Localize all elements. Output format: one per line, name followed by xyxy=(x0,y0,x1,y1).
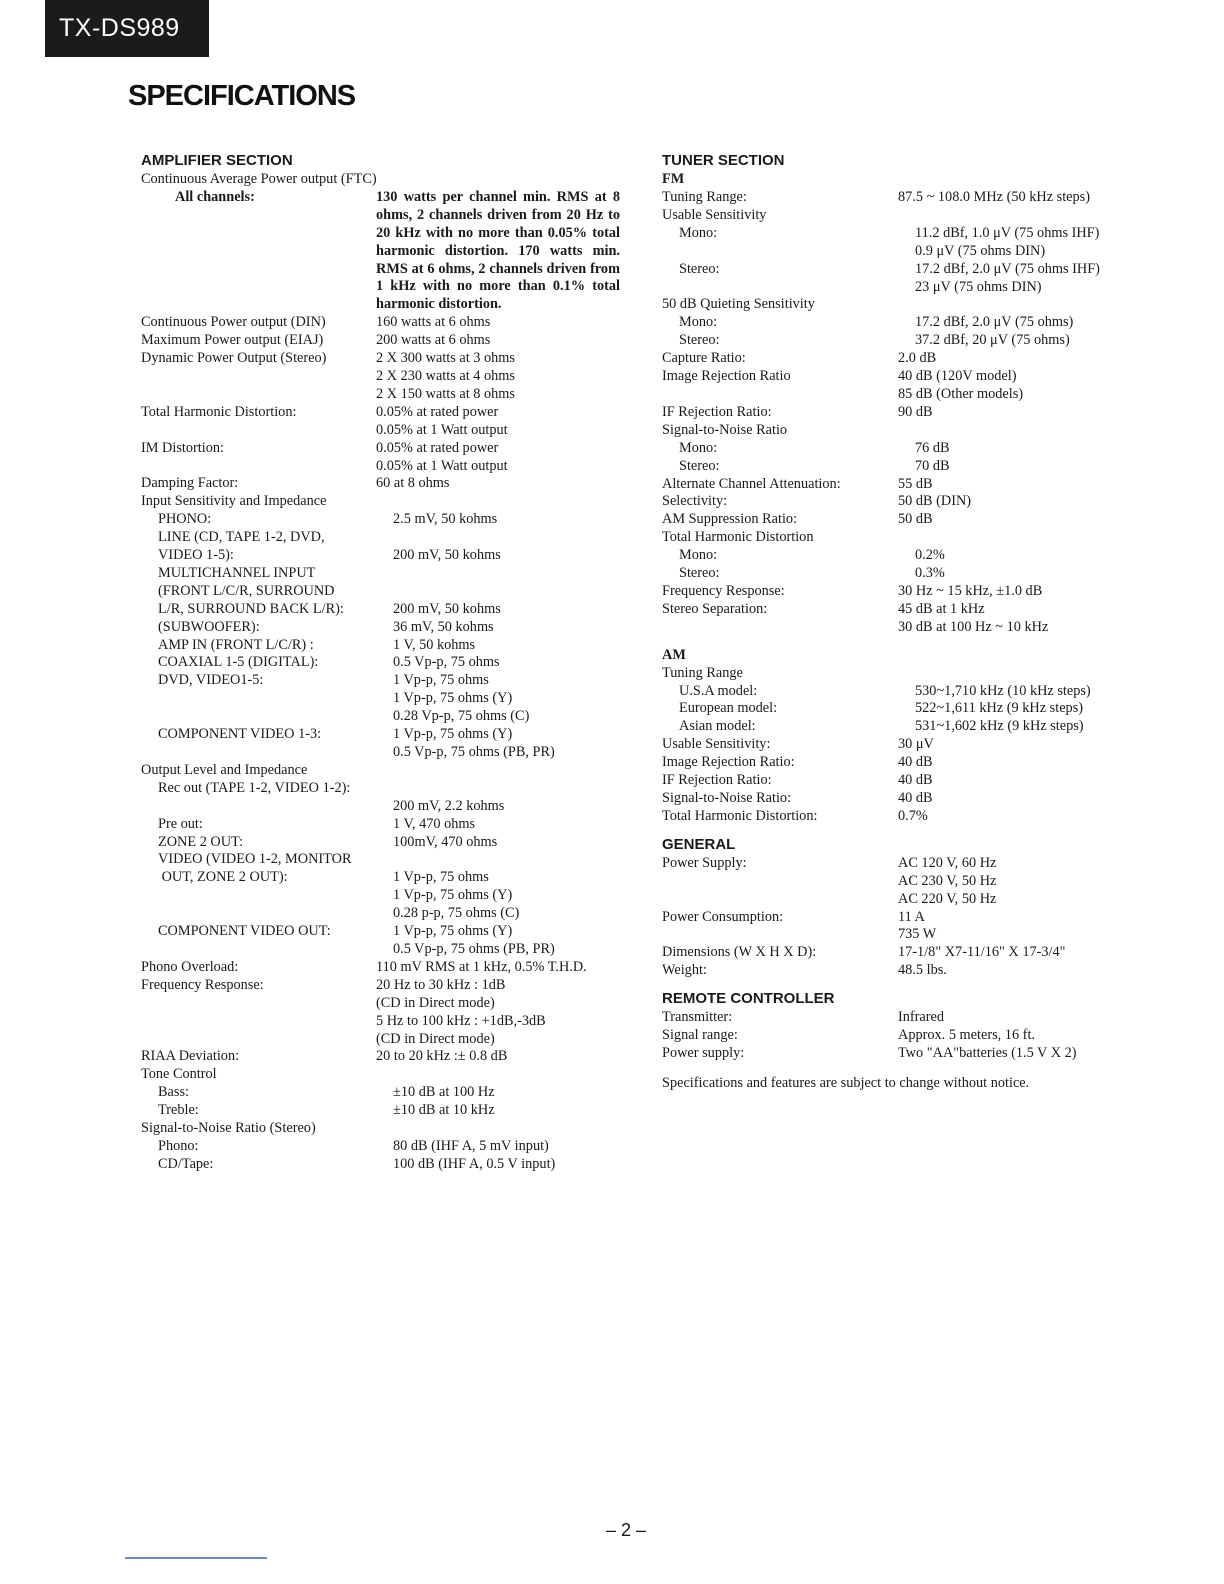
spec-row xyxy=(662,547,1162,565)
spec-label: 50 dB Quieting Sensitivity xyxy=(662,296,815,313)
input-sensitivity-label: Input Sensitivity and Impedance xyxy=(141,493,327,510)
spec-label: CD/Tape: xyxy=(158,1155,214,1172)
spec-value: 30 Hz ~ 15 kHz, ±1.0 dB xyxy=(898,582,1043,599)
spec-row xyxy=(662,225,1162,261)
spec-label: Frequency Response: xyxy=(662,582,785,599)
spec-label: Phono Overload: xyxy=(141,958,239,975)
spec-label: LINE (CD, TAPE 1-2, DVD, VIDEO 1-5): xyxy=(158,529,325,564)
spec-row xyxy=(662,808,1162,826)
spec-label: Stereo: xyxy=(679,260,720,277)
spec-value: 50 dB (DIN) xyxy=(898,493,972,510)
spec-label: Tuning Range: xyxy=(662,189,747,205)
spec-value: 40 dB xyxy=(898,754,933,771)
spec-label: DVD, VIDEO1-5: xyxy=(158,672,264,689)
spec-label: Selectivity: xyxy=(662,493,728,510)
spec-row xyxy=(662,1045,1162,1063)
spec-label: Mono: xyxy=(679,439,718,456)
spec-row xyxy=(141,529,631,565)
spec-row xyxy=(141,851,631,923)
spec-value: 0.05% at rated power 0.05% at 1 Watt output xyxy=(376,403,508,438)
tone-rows xyxy=(141,1084,631,1120)
spec-row xyxy=(662,565,1162,583)
spec-row xyxy=(662,962,1162,980)
spec-label: Stereo Separation: xyxy=(662,600,768,617)
spec-row xyxy=(662,790,1162,808)
spec-label xyxy=(141,798,393,816)
spec-value: 0.7% xyxy=(898,807,928,824)
spec-label: Pre out: xyxy=(158,815,203,832)
spec-label: Phono: xyxy=(158,1137,199,1154)
spec-row xyxy=(662,189,1162,207)
spec-value: 20 Hz to 30 kHz : 1dB (CD in Direct mode) 5 Hz to 100 kHz : +1dB,-3dB (CD in Direct mode) xyxy=(376,976,546,1047)
spec-label: Mono: xyxy=(679,314,718,331)
spec-row xyxy=(141,1084,631,1102)
spec-value: 17.2 dBf, 2.0 μV (75 ohms IHF) 23 μV (75 ohms DIN) xyxy=(915,260,1100,295)
spec-label: Signal-to-Noise Ratio xyxy=(662,421,788,438)
spec-value: 36 mV, 50 kohms xyxy=(393,618,494,635)
all-channels-value: 130 watts per channel min. RMS at 8 ohms, 2 channels driven from 20 Hz to 20 kHz with no more than 0.05% total harmonic distortion. 170 watts min. RMS at 6 ohms, 2 channels driven from 1 kHz with no more than 0.1% total harmonic distortion. xyxy=(376,188,620,313)
spec-label: Weight: xyxy=(662,962,707,979)
spec-value: 40 dB xyxy=(898,772,933,789)
spec-value: 55 dB xyxy=(898,475,933,492)
fm-label: FM xyxy=(662,171,685,187)
spec-row xyxy=(141,959,631,977)
spec-row xyxy=(141,619,631,637)
spec-label: Total Harmonic Distortion xyxy=(662,529,814,546)
spec-label: Damping Factor: xyxy=(141,475,239,492)
amp-rows-b xyxy=(141,959,631,1066)
spec-row xyxy=(662,1009,1162,1027)
spec-value: 110 mV RMS at 1 kHz, 0.5% T.H.D. xyxy=(376,958,587,975)
spec-label: Asian model: xyxy=(679,718,756,735)
footer-divider xyxy=(125,1557,267,1559)
spec-label: Treble: xyxy=(158,1102,199,1119)
tuner-heading: TUNER SECTION xyxy=(662,152,785,169)
spec-row xyxy=(662,944,1162,962)
spec-row xyxy=(141,1156,631,1174)
spec-label: IF Rejection Ratio: xyxy=(662,772,772,789)
spec-row xyxy=(141,726,631,762)
spec-label: AMP IN (FRONT L/C/R) : xyxy=(158,636,314,653)
spec-value: Approx. 5 meters, 16 ft. xyxy=(898,1027,1035,1044)
spec-row xyxy=(662,350,1162,368)
spec-label: Image Rejection Ratio xyxy=(662,368,791,385)
spec-row xyxy=(141,1102,631,1120)
spec-value: 1 Vp-p, 75 ohms (Y) 0.5 Vp-p, 75 ohms (PB, PR) xyxy=(393,923,555,957)
spec-label: MULTICHANNEL INPUT (FRONT L/C/R, SURROUND L/R, SURROUND BACK L/R): xyxy=(158,564,344,617)
spec-value: 1 Vp-p, 75 ohms 1 Vp-p, 75 ohms (Y) 0.28 p-p, 75 ohms (C) xyxy=(393,869,520,922)
model-tag: TX-DS989 xyxy=(45,0,209,57)
spec-value: 60 at 8 ohms xyxy=(376,475,450,492)
spec-value: AC 120 V, 60 Hz AC 230 V, 50 Hz AC 220 V, 50 Hz xyxy=(898,854,997,907)
spec-label: Bass: xyxy=(158,1084,189,1101)
spec-row xyxy=(662,404,1162,422)
spec-row xyxy=(141,332,631,350)
spec-value: 100 dB (IHF A, 0.5 V input) xyxy=(393,1155,556,1172)
spec-label: AM Suppression Ratio: xyxy=(662,511,798,528)
spec-value: ±10 dB at 100 Hz xyxy=(393,1084,495,1101)
page-number: – 2 – xyxy=(606,1520,647,1540)
spec-label: Dynamic Power Output (Stereo) xyxy=(141,350,327,367)
amplifier-heading: AMPLIFIER SECTION xyxy=(141,152,293,169)
spec-row xyxy=(141,565,631,619)
spec-label: Stereo: xyxy=(679,457,720,474)
spec-row xyxy=(141,834,631,852)
spec-row xyxy=(662,855,1162,909)
spec-value: 200 watts at 6 ohms xyxy=(376,332,491,349)
spec-label: Signal range: xyxy=(662,1027,738,1044)
output-level-label: Output Level and Impedance xyxy=(141,761,308,778)
spec-label: Capture Ratio: xyxy=(662,350,746,367)
spec-row xyxy=(662,314,1162,332)
spec-value: Infrared xyxy=(898,1009,945,1026)
general-heading: GENERAL xyxy=(662,835,736,853)
input-rows xyxy=(141,511,631,762)
spec-row xyxy=(662,1027,1162,1045)
spec-row xyxy=(662,511,1162,529)
spec-label: (SUBWOOFER): xyxy=(158,618,260,635)
spec-row xyxy=(141,350,631,404)
spec-label: VIDEO (VIDEO 1-2, MONITOR OUT, ZONE 2 OUT): xyxy=(158,851,352,886)
fm-rows xyxy=(662,189,1162,637)
spec-value: 50 dB xyxy=(898,511,933,528)
tuner-section xyxy=(662,150,1162,1093)
spec-value: ±10 dB at 10 kHz xyxy=(393,1102,495,1119)
amplifier-section xyxy=(141,150,631,1174)
spec-row xyxy=(141,654,631,672)
spec-label: Usable Sensitivity xyxy=(662,206,767,223)
ftc-label: Continuous Average Power output (FTC) xyxy=(141,171,377,187)
spec-row xyxy=(141,798,631,816)
spec-row xyxy=(662,296,1162,314)
spec-value: 200 mV, 50 kohms xyxy=(393,547,501,564)
spec-label: Continuous Power output (DIN) xyxy=(141,314,326,331)
spec-label: Alternate Channel Attenuation: xyxy=(662,475,841,492)
spec-row xyxy=(662,493,1162,511)
spec-row xyxy=(141,1048,631,1066)
spec-label: Total Harmonic Distortion: xyxy=(662,807,818,824)
spec-row xyxy=(662,700,1162,718)
spec-row xyxy=(662,422,1162,440)
spec-row xyxy=(141,475,631,493)
spec-row xyxy=(141,923,631,959)
spec-value: 11 A 735 W xyxy=(898,908,937,943)
tone-control-label: Tone Control xyxy=(141,1066,217,1083)
spec-row xyxy=(662,718,1162,736)
spec-value: 0.2% xyxy=(915,547,945,564)
spec-label: Image Rejection Ratio: xyxy=(662,754,795,771)
spec-value: 200 mV, 2.2 kohms xyxy=(393,797,505,814)
spec-label: Power Supply: xyxy=(662,854,747,871)
spec-row xyxy=(662,458,1162,476)
spec-value: 2.0 dB xyxy=(898,350,937,367)
spec-value: 100mV, 470 ohms xyxy=(393,833,498,850)
spec-value: 0.05% at rated power 0.05% at 1 Watt output xyxy=(376,439,508,474)
spec-label: Usable Sensitivity: xyxy=(662,736,771,753)
spec-value: 40 dB (120V model) 85 dB (Other models) xyxy=(898,368,1024,402)
spec-value: 70 dB xyxy=(915,457,950,474)
spec-row xyxy=(141,314,631,332)
remote-heading: REMOTE CONTROLLER xyxy=(662,990,835,1008)
rec-out-label: Rec out (TAPE 1-2, VIDEO 1-2): xyxy=(158,779,351,796)
spec-label: PHONO: xyxy=(158,511,212,528)
am-label: AM xyxy=(662,646,686,663)
page-title: SPECIFICATIONS xyxy=(128,80,356,112)
spec-value: 1 V, 50 kohms xyxy=(393,636,476,653)
spec-value: 11.2 dBf, 1.0 μV (75 ohms IHF) 0.9 μV (75 ohms DIN) xyxy=(915,224,1100,259)
spec-value: 37.2 dBf, 20 μV (75 ohms) xyxy=(915,332,1070,349)
spec-label: COMPONENT VIDEO OUT: xyxy=(158,923,331,940)
spec-value: 522~1,611 kHz (9 kHz steps) xyxy=(915,700,1084,717)
spec-label: COMPONENT VIDEO 1-3: xyxy=(158,726,322,743)
spec-row xyxy=(662,909,1162,945)
spec-value: 2.5 mV, 50 kohms xyxy=(393,511,498,528)
spec-row xyxy=(662,440,1162,458)
spec-row xyxy=(662,665,1162,683)
snr-label: Signal-to-Noise Ratio (Stereo) xyxy=(141,1120,316,1137)
spec-value: 1 Vp-p, 75 ohms 1 Vp-p, 75 ohms (Y) 0.28 Vp-p, 75 ohms (C) xyxy=(393,672,530,725)
spec-row xyxy=(662,529,1162,547)
spec-label: ZONE 2 OUT: xyxy=(158,833,244,850)
spec-row xyxy=(662,332,1162,350)
spec-value: 17.2 dBf, 2.0 μV (75 ohms) xyxy=(915,314,1074,331)
spec-value: 0.3% xyxy=(915,565,945,582)
spec-value: 531~1,602 kHz (9 kHz steps) xyxy=(915,718,1084,735)
spec-value: 530~1,710 kHz (10 kHz steps) xyxy=(915,682,1091,699)
spec-value: 1 Vp-p, 75 ohms (Y) 0.5 Vp-p, 75 ohms (PB, PR) xyxy=(393,726,555,760)
spec-row xyxy=(141,1138,631,1156)
spec-row xyxy=(141,672,631,726)
spec-label: Power supply: xyxy=(662,1044,745,1061)
remote-rows xyxy=(662,1009,1162,1063)
spec-label: IF Rejection Ratio: xyxy=(662,403,772,420)
spec-value: 2 X 300 watts at 3 ohms 2 X 230 watts at 4 ohms 2 X 150 watts at 8 ohms xyxy=(376,350,515,402)
spec-label: Stereo: xyxy=(679,332,720,349)
spec-row xyxy=(662,368,1162,404)
spec-label: Mono: xyxy=(679,547,718,564)
spec-row xyxy=(662,207,1162,225)
spec-row xyxy=(662,772,1162,790)
spec-label: RIAA Deviation: xyxy=(141,1048,240,1065)
spec-value: 1 V, 470 ohms xyxy=(393,815,476,832)
spec-value: 40 dB xyxy=(898,790,933,806)
spec-label: Stereo: xyxy=(679,565,720,582)
spec-row xyxy=(141,511,631,529)
spec-value: 200 mV, 50 kohms xyxy=(393,600,501,617)
spec-label: U.S.A model: xyxy=(679,682,758,699)
amp-rows-a xyxy=(141,314,631,493)
spec-row xyxy=(662,601,1162,637)
general-rows xyxy=(662,855,1162,980)
spec-value: 17-1/8" X7-11/16" X 17-3/4" xyxy=(898,944,1066,961)
spec-label: COAXIAL 1-5 (DIGITAL): xyxy=(158,654,319,671)
spec-row xyxy=(662,736,1162,754)
spec-row xyxy=(662,683,1162,701)
spec-label: European model: xyxy=(679,700,778,717)
change-notice: Specifications and features are subject to change without notice. xyxy=(662,1074,1030,1091)
spec-value: Two "AA"batteries (1.5 V X 2) xyxy=(898,1044,1077,1061)
spec-label: Frequency Response: xyxy=(141,976,264,993)
spec-value: 90 dB xyxy=(898,403,933,420)
spec-row xyxy=(141,404,631,440)
spec-value: 76 dB xyxy=(915,439,950,456)
spec-row xyxy=(662,583,1162,601)
spec-row xyxy=(141,637,631,655)
all-channels-label: All channels: xyxy=(175,188,255,205)
spec-value: 0.5 Vp-p, 75 ohms xyxy=(393,654,500,671)
spec-value: 80 dB (IHF A, 5 mV input) xyxy=(393,1137,549,1154)
all-channels-row xyxy=(141,189,631,314)
spec-row xyxy=(662,754,1162,772)
output-rows xyxy=(141,798,631,959)
spec-label: Maximum Power output (EIAJ) xyxy=(141,332,324,349)
spec-value: 48.5 lbs. xyxy=(898,962,947,979)
am-rows xyxy=(662,665,1162,826)
spec-row xyxy=(141,816,631,834)
spec-label: Transmitter: xyxy=(662,1009,733,1026)
spec-label: IM Distortion: xyxy=(141,439,225,456)
spec-value: 20 to 20 kHz :± 0.8 dB xyxy=(376,1048,508,1065)
snr-rows xyxy=(141,1138,631,1174)
spec-label: Signal-to-Noise Ratio: xyxy=(662,790,792,806)
spec-label: Power Consumption: xyxy=(662,908,784,925)
spec-value: 30 μV xyxy=(898,736,934,753)
spec-label: Mono: xyxy=(679,224,718,241)
spec-label: Dimensions (W X H X D): xyxy=(662,944,817,961)
spec-row xyxy=(141,440,631,476)
spec-label: Total Harmonic Distortion: xyxy=(141,403,297,420)
spec-label: Tuning Range xyxy=(662,664,743,681)
spec-value: 45 dB at 1 kHz 30 dB at 100 Hz ~ 10 kHz xyxy=(898,600,1049,635)
spec-value: 87.5 ~ 108.0 MHz (50 kHz steps) xyxy=(898,189,1090,205)
spec-row xyxy=(662,261,1162,297)
spec-row xyxy=(662,476,1162,494)
spec-row xyxy=(141,977,631,1049)
spec-value: 160 watts at 6 ohms xyxy=(376,314,491,331)
